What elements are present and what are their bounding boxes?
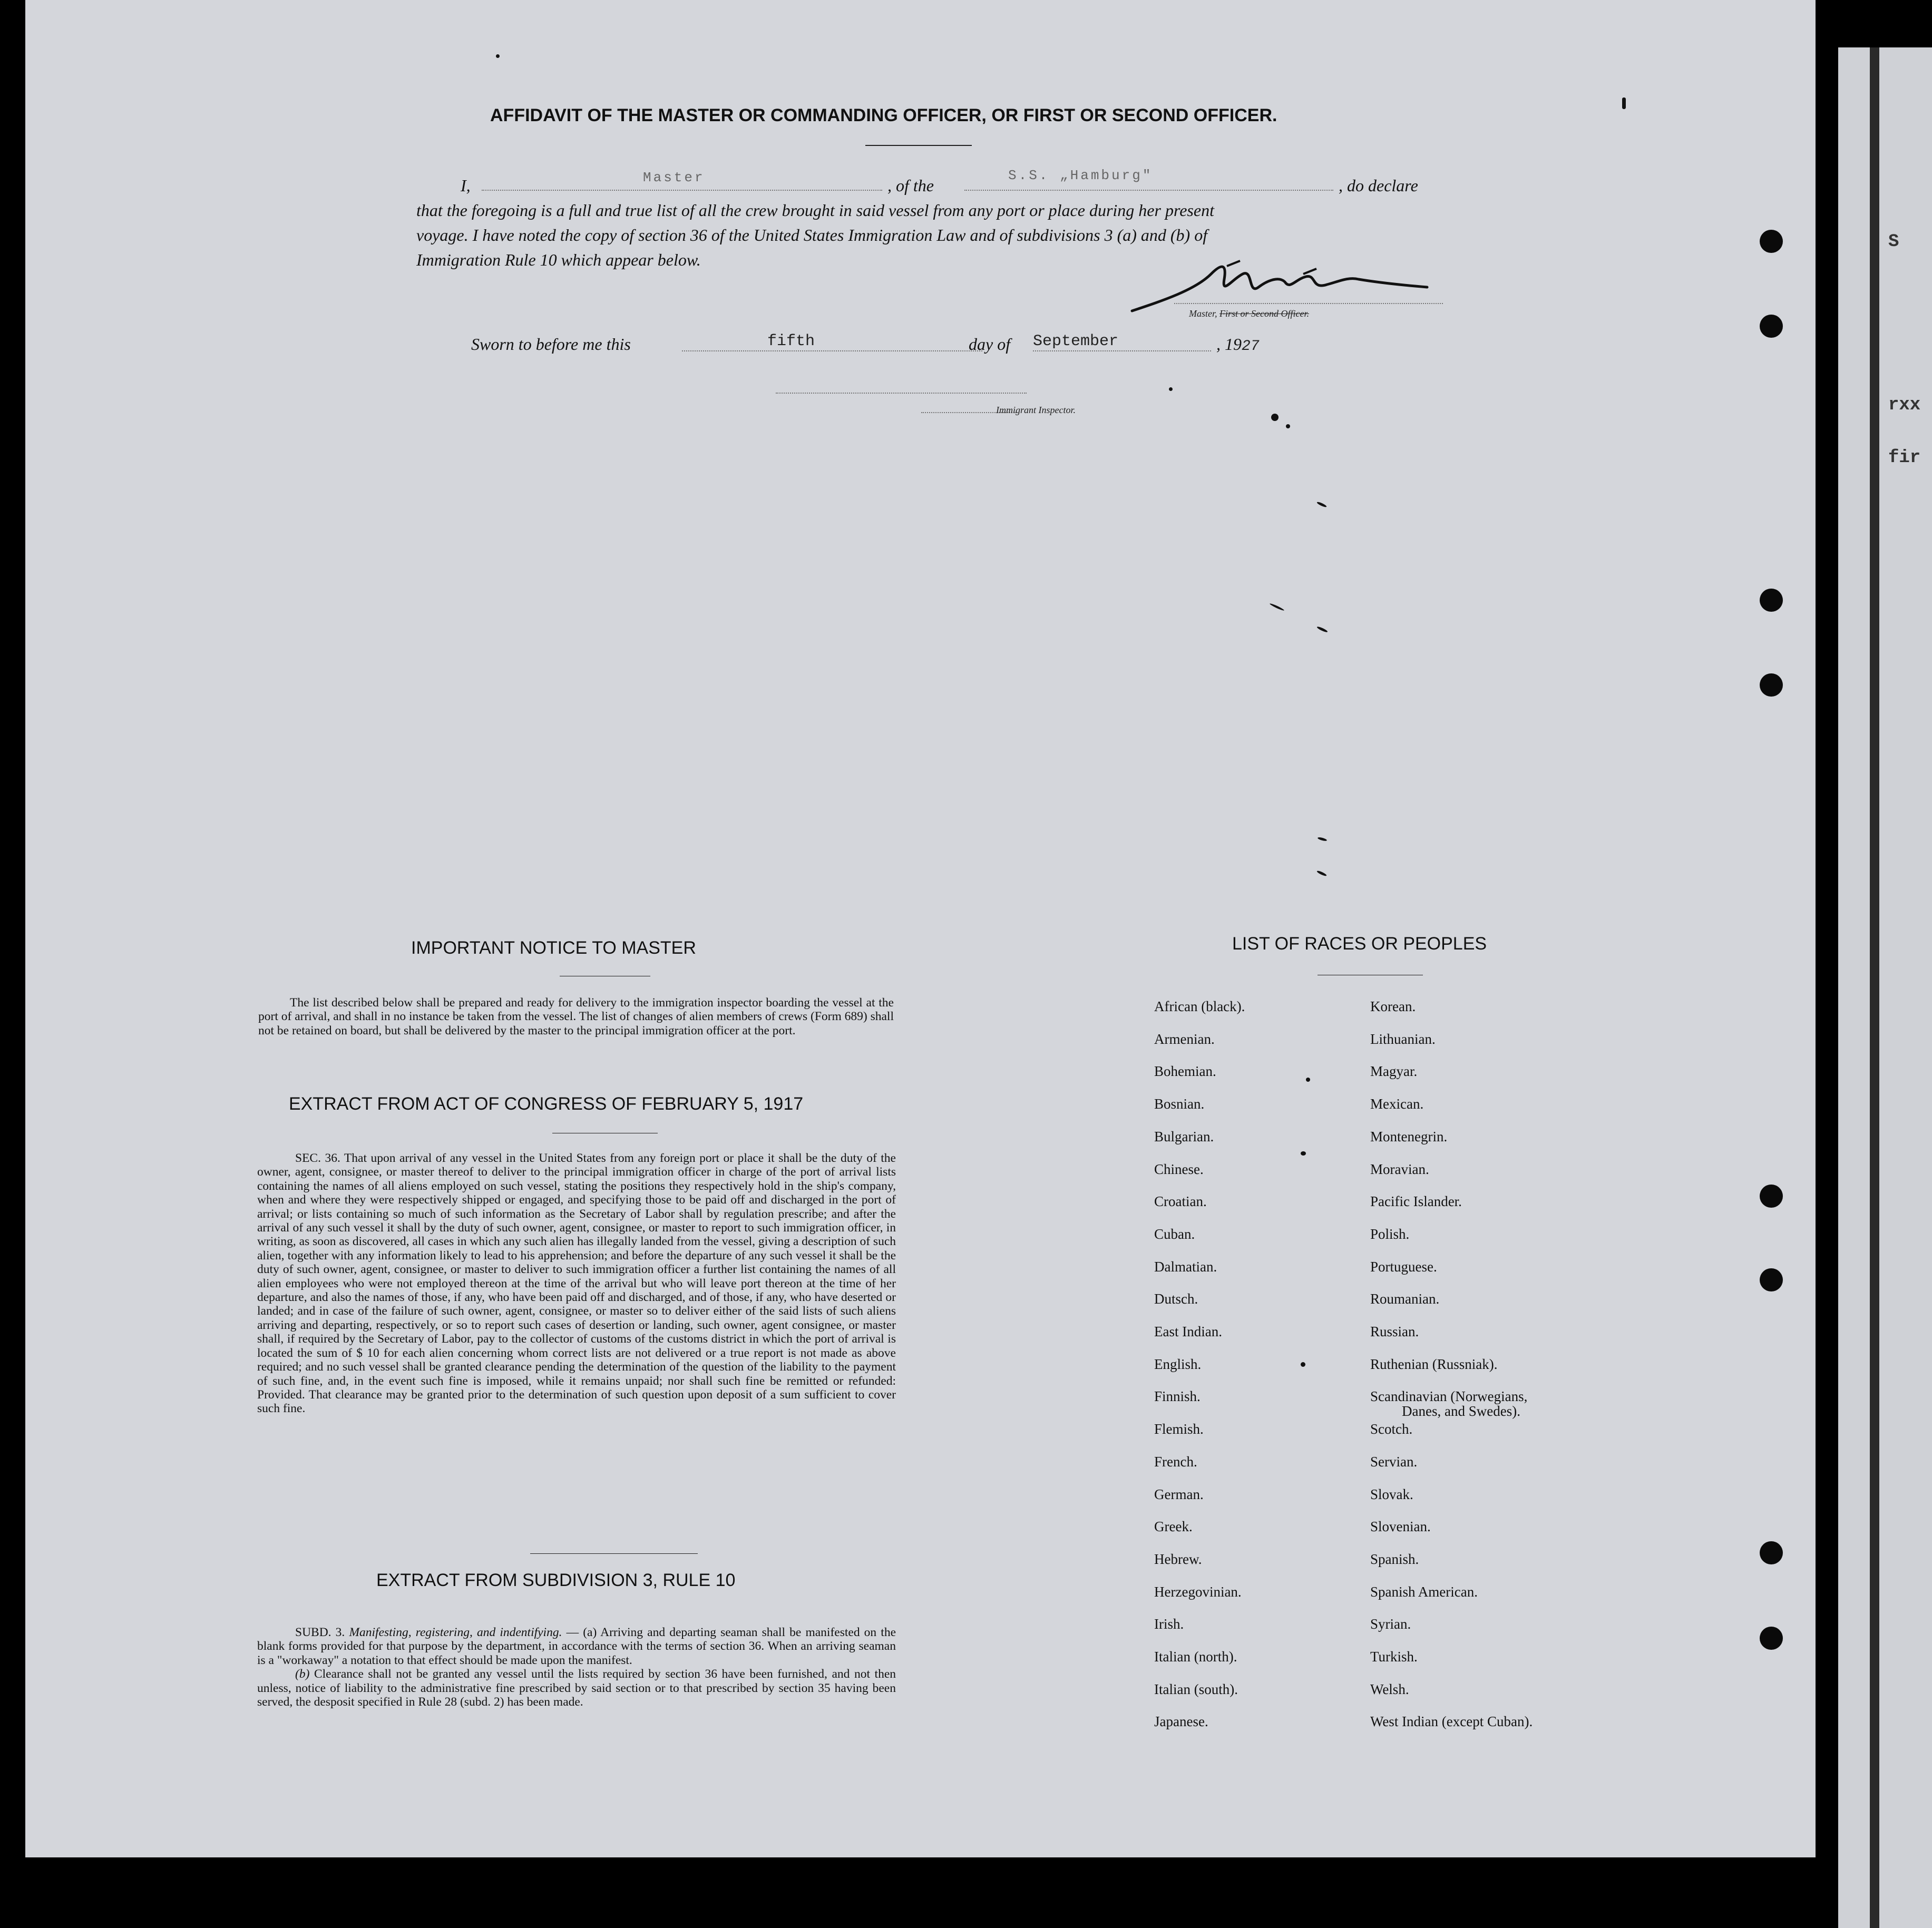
rule-extract-text xyxy=(257,1626,896,1709)
sworn-year xyxy=(1216,335,1260,355)
affidavit-do-declare: , do declare xyxy=(1339,176,1418,195)
punch-hole xyxy=(1760,589,1783,612)
race-item: Polish. xyxy=(1370,1226,1410,1242)
race-item: Cuban. xyxy=(1154,1226,1195,1242)
ink-speck xyxy=(1301,1151,1306,1156)
punch-hole xyxy=(1760,1185,1783,1208)
rule-para-a-lead: SUBD. 3. xyxy=(295,1626,345,1639)
ink-speck xyxy=(1318,837,1328,841)
document-page xyxy=(25,0,1816,1857)
race-item: English. xyxy=(1154,1356,1202,1372)
sworn-month: September xyxy=(1033,332,1119,350)
rule-para-a-italic: Manifesting, registering, and indentifying. xyxy=(349,1626,562,1639)
race-item: Japanese. xyxy=(1154,1714,1208,1729)
divider xyxy=(865,145,972,146)
race-item: Magyar. xyxy=(1370,1063,1418,1079)
race-item: Croatian. xyxy=(1154,1193,1207,1209)
race-item: Chinese. xyxy=(1154,1161,1204,1177)
vessel-blank xyxy=(964,190,1333,191)
signature-caption xyxy=(1189,308,1309,319)
race-item: Lithuanian. xyxy=(1370,1031,1436,1047)
act-extract-title: EXTRACT FROM ACT OF CONGRESS OF FEBRUARY 5, 1917 xyxy=(289,1094,804,1114)
race-item: Irish. xyxy=(1154,1616,1184,1632)
race-item: Spanish American. xyxy=(1370,1584,1478,1600)
race-item: Dutsch. xyxy=(1154,1291,1198,1307)
punch-hole xyxy=(1760,1541,1783,1564)
ink-speck xyxy=(1271,414,1279,421)
rule-para-b xyxy=(257,1667,896,1709)
race-item: German. xyxy=(1154,1486,1204,1502)
divider xyxy=(530,1553,698,1554)
adjacent-page-fragment: fir xyxy=(1888,448,1921,468)
vessel-typed: S.S. „Hamburg" xyxy=(1008,168,1153,183)
race-item: East Indian. xyxy=(1154,1324,1222,1339)
ink-speck xyxy=(1270,603,1285,611)
race-item: Moravian. xyxy=(1370,1161,1429,1177)
ink-speck xyxy=(1286,424,1290,428)
act-extract-text: SEC. 36. That upon arrival of any vessel in the United States from any foreign port or place it shall be the duty of the owner, agent, consignee, or master thereof to deliver to the principal immigration officer in charge of the port of arrival lists containing the names of all aliens employed on such vessel, stating the positions they respectively hold in the ship's company, when and where they were respectively shipped or engaged, and specifying those to be paid off and discharged in the port of arrival; or lists containing so much of such information as the Secretary of Labor shall by regulation prescribe; and after the arrival of any such vessel it shall by the duty of such owner, agent, consignee, or master to report to such immigration officer, in writing, as soon as discovered, all cases in which any such alien has illegally landed from the vessel, giving a description of such alien, together with any information likely to lead to his apprehension; and before the departure of any such vessel it shall be the duty of such owner, agent, consignee, or master to deliver to such immigration officer a further list containing the names of all alien employees who were not employed thereon at the time of the arrival but who will leave port thereon at the time of her departure, and also the names of those, if any, who have been paid off and discharged, and of those, if any, who have deserted or landed; and in case of the failure of such owner, agent, consignee, or master so to deliver either of the said lists of such aliens arriving and departing, respectively, or so to report such cases of desertion or landing, such owner, agent consignee, or master shall, if required by the Secretary of Labor, pay to the collector of customs of the customs district in which the port of arrival is located the sum of $ 10 for each alien concerning whom correct lists are not delivered or a true report is not made as above required; and no such vessel shall be granted clearance pending the determination of the question of the liability to the payment of such fine, and, in the event such fine is imposed, while it remains unpaid; nor shall such fine be remitted or refunded: Provided. That clearance may be granted prior to the determination of such question upon deposit of a sum sufficient to cover such fine. xyxy=(257,1151,896,1416)
punch-hole xyxy=(1760,673,1783,697)
sworn-day-of: day of xyxy=(969,335,1011,354)
year-prefix: , 19 xyxy=(1216,335,1242,354)
race-item: Roumanian. xyxy=(1370,1291,1440,1307)
page-edge-shadow xyxy=(1870,47,1879,1928)
adjacent-page-fragment: rxx xyxy=(1888,395,1921,415)
race-item: Bohemian. xyxy=(1154,1063,1216,1079)
race-item: Servian. xyxy=(1370,1454,1418,1470)
rule-para-b-text: Clearance shall not be granted any vessel until the lists required by section 36 have been furnished, and not then unless, notice of liability to the administrative fine prescribed by said section or to that prescribed by section 35 having been served, the desposit specified in Rule 28 (subd. 2) has been made. xyxy=(257,1667,896,1709)
punch-hole xyxy=(1760,1268,1783,1291)
race-item: Korean. xyxy=(1370,999,1416,1014)
rule-extract-title: EXTRACT FROM SUBDIVISION 3, RULE 10 xyxy=(376,1570,736,1590)
race-item: African (black). xyxy=(1154,999,1245,1014)
affidavit-line: that the foregoing is a full and true list of all the crew brought in said vessel from any port or place during her present xyxy=(416,201,1214,220)
race-item: Scotch. xyxy=(1370,1421,1413,1437)
affidavit-i: I, xyxy=(461,176,471,195)
ink-speck xyxy=(1316,501,1327,508)
race-item: Syrian. xyxy=(1370,1616,1411,1632)
race-item: Herzegovinian. xyxy=(1154,1584,1242,1600)
race-item: Turkish. xyxy=(1370,1649,1418,1665)
punch-hole xyxy=(1760,1627,1783,1650)
race-item: Slovenian. xyxy=(1370,1519,1431,1534)
rule-para-a xyxy=(257,1626,896,1667)
affidavit-of-the: , of the xyxy=(887,176,934,195)
caption-struck: First or Second Officer. xyxy=(1219,308,1309,319)
race-item: Montenegrin. xyxy=(1370,1129,1448,1144)
race-item: Italian (north). xyxy=(1154,1649,1237,1665)
adjacent-page-fragment: S xyxy=(1888,232,1899,252)
ink-speck xyxy=(1169,387,1173,391)
rank-typed: Master xyxy=(643,170,705,185)
inspector-caption: Immigrant Inspector. xyxy=(996,405,1076,415)
adjacent-page-strip xyxy=(1838,47,1932,1928)
race-item: Armenian. xyxy=(1154,1031,1215,1047)
race-item: Ruthenian (Russniak). xyxy=(1370,1356,1498,1372)
race-item: Finnish. xyxy=(1154,1388,1201,1404)
ink-speck xyxy=(1301,1362,1305,1367)
affidavit-title: AFFIDAVIT OF THE MASTER OR COMMANDING OFFICER, OR FIRST OR SECOND OFFICER. xyxy=(490,105,1277,125)
race-item: Mexican. xyxy=(1370,1096,1424,1112)
affidavit-line: voyage. I have noted the copy of section 36 of the United States Immigration Law and of subdivisions 3 (a) and (b) of xyxy=(416,226,1208,244)
notice-text: The list described below shall be prepared and ready for delivery to the immigration inspector boarding the vessel at the port of arrival, and shall in no instance be taken from the vessel. The list of changes of alien members of crews (Form 689) shall not be retained on board, but shall be delivered by the master to the principal immigration officer at the port. xyxy=(258,996,894,1038)
sworn-day: fifth xyxy=(767,332,815,350)
caption-master: Master, xyxy=(1189,308,1217,319)
race-item: Spanish. xyxy=(1370,1551,1419,1567)
race-item: Danes, and Swedes). xyxy=(1402,1403,1520,1419)
punch-hole xyxy=(1760,315,1783,338)
rule-para-a-text: — (a) Arriving and departing seaman shall be manifested on the blank forms provided for that purpose by the department, in accordance with the terms of section 36. When an arriving seaman is a "workaway" a notation to that effect should be made upon the manifest. xyxy=(257,1626,896,1667)
race-item: French. xyxy=(1154,1454,1197,1470)
race-item: Bulgarian. xyxy=(1154,1129,1214,1144)
ink-speck xyxy=(1316,626,1328,633)
ink-speck xyxy=(1316,870,1327,877)
race-item: Welsh. xyxy=(1370,1681,1409,1697)
punch-hole xyxy=(1760,230,1783,253)
rule-para-b-lead: (b) xyxy=(295,1667,310,1681)
affidavit-line: Immigration Rule 10 which appear below. xyxy=(416,250,701,269)
race-item: Pacific Islander. xyxy=(1370,1193,1462,1209)
signature-line xyxy=(1174,303,1443,304)
race-item: Flemish. xyxy=(1154,1421,1204,1437)
inspector-line xyxy=(776,393,1027,394)
race-item: Greek. xyxy=(1154,1519,1193,1534)
race-item: Hebrew. xyxy=(1154,1551,1202,1567)
race-item: Scandinavian (Norwegians, xyxy=(1370,1388,1528,1404)
race-item: West Indian (except Cuban). xyxy=(1370,1714,1533,1729)
race-item: Dalmatian. xyxy=(1154,1259,1217,1275)
rank-blank xyxy=(482,190,882,191)
year-typed: 27 xyxy=(1242,338,1260,355)
day-blank xyxy=(682,350,982,351)
sworn-prefix: Sworn to before me this xyxy=(471,335,631,354)
race-item: Portuguese. xyxy=(1370,1259,1437,1275)
race-item: Bosnian. xyxy=(1154,1096,1205,1112)
race-item: Slovak. xyxy=(1370,1486,1413,1502)
race-item: Russian. xyxy=(1370,1324,1419,1339)
races-title: LIST OF RACES OR PEOPLES xyxy=(1232,934,1487,954)
month-blank xyxy=(1033,350,1211,351)
ink-speck xyxy=(1622,97,1626,109)
ink-speck xyxy=(496,54,500,58)
ink-speck xyxy=(1306,1078,1310,1082)
notice-title: IMPORTANT NOTICE TO MASTER xyxy=(411,938,696,958)
race-item: Italian (south). xyxy=(1154,1681,1238,1697)
